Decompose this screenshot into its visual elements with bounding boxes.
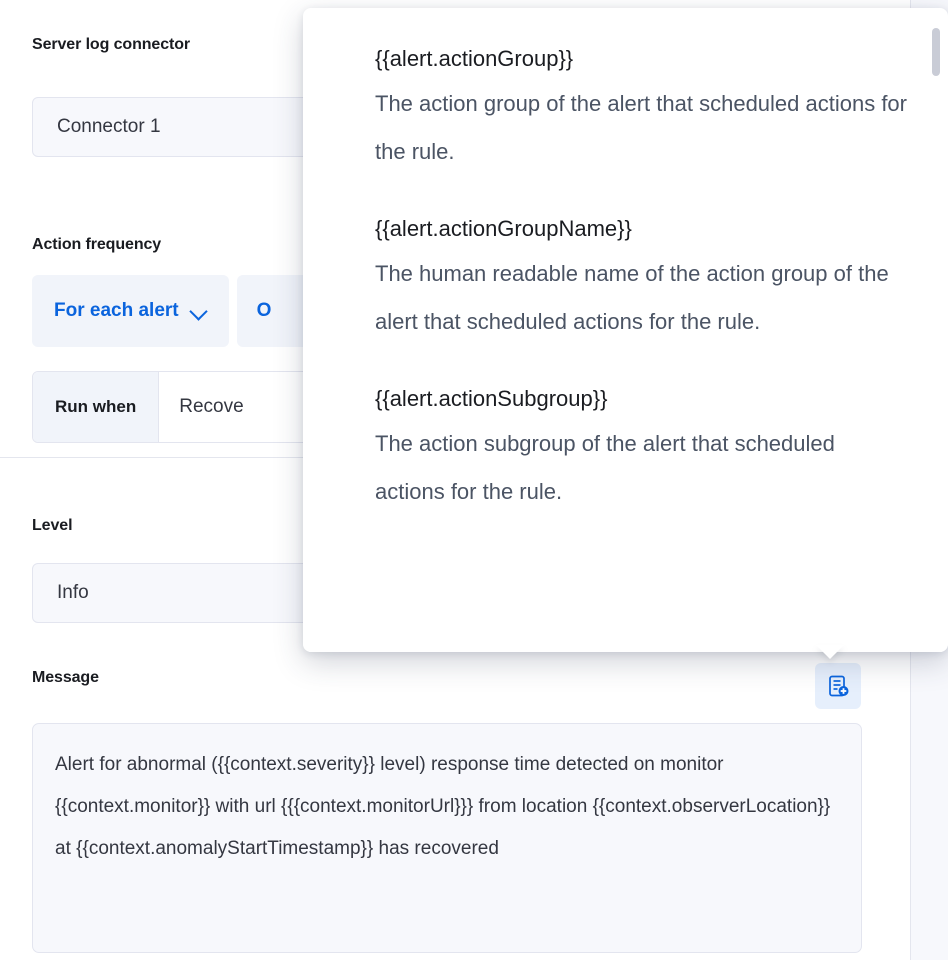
list-item[interactable]	[375, 38, 908, 176]
variable-name: {{alert.actionSubgroup}}	[375, 386, 608, 411]
action-frequency-value: For each alert	[54, 300, 179, 321]
variable-description: The action subgroup of the alert that scheduled actions for the rule.	[375, 431, 835, 504]
run-when-label: Run when	[33, 372, 159, 442]
variables-popover	[303, 8, 948, 652]
list-item[interactable]	[375, 208, 908, 346]
popover-scrollbar-thumb[interactable]	[932, 28, 940, 76]
add-variable-icon	[826, 674, 850, 698]
variable-description: The action group of the alert that scheduled actions for the rule.	[375, 91, 907, 164]
server-log-connector-label: Server log connector	[32, 36, 191, 53]
action-frequency-label: Action frequency	[32, 236, 162, 253]
message-textarea[interactable]	[32, 723, 862, 953]
popover-arrow	[816, 645, 844, 659]
connector-select-value: Connector 1	[57, 116, 161, 137]
list-item[interactable]	[375, 378, 908, 516]
add-variable-button[interactable]	[815, 663, 861, 709]
chevron-down-icon	[191, 303, 207, 319]
message-label: Message	[32, 669, 99, 686]
action-frequency-secondary-value: O	[256, 300, 272, 321]
variables-list[interactable]	[303, 8, 948, 652]
level-label: Level	[32, 517, 73, 534]
variable-name: {{alert.actionGroup}}	[375, 46, 574, 71]
level-select-value: Info	[57, 582, 89, 603]
variable-description: The human readable name of the action group of the alert that scheduled actions for the rule.	[375, 261, 889, 334]
action-frequency-dropdown[interactable]	[32, 275, 229, 347]
popover-scrollbar-track[interactable]	[932, 22, 940, 638]
variable-name: {{alert.actionGroupName}}	[375, 216, 632, 241]
run-when-value-text: Recove	[179, 396, 244, 417]
